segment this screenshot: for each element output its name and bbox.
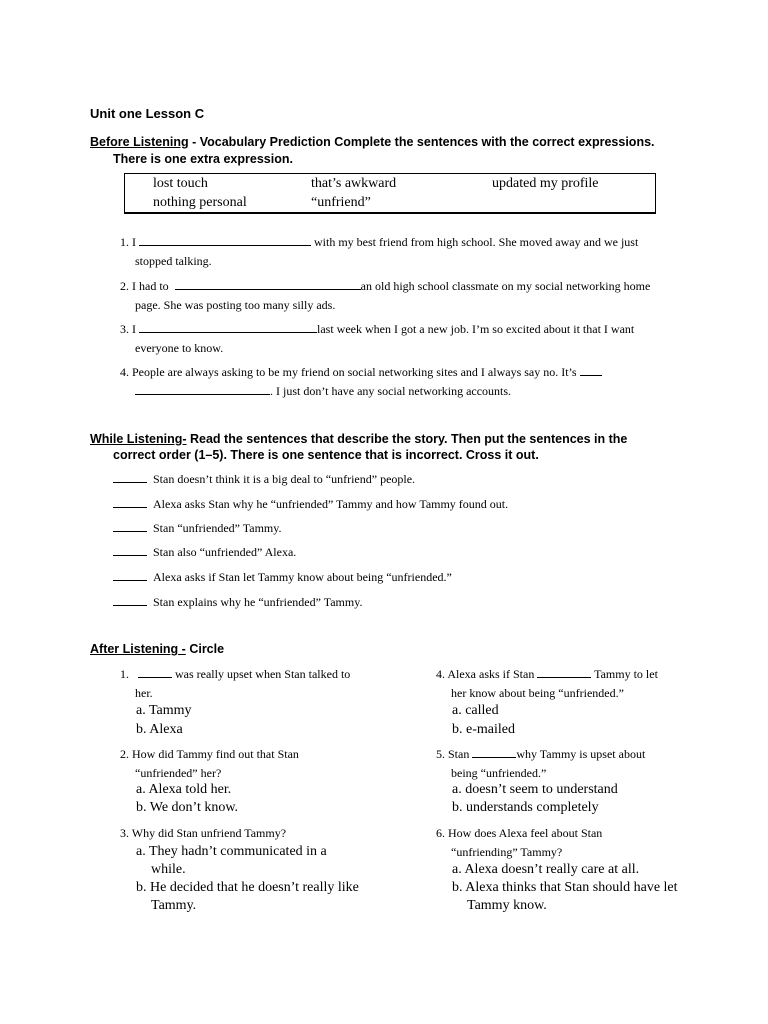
answer-blank-4a[interactable] (580, 363, 602, 376)
mc3-option-b-cont: Tammy. (151, 898, 197, 913)
before-listening-instructions (90, 134, 690, 151)
mc-question-5-cont: being “unfriended.” (451, 766, 547, 780)
mc1-option-a[interactable]: a. Tammy (136, 703, 192, 718)
order-blank[interactable] (113, 594, 147, 606)
mc-blank-1[interactable] (138, 665, 172, 678)
sentence-2: 2. I had to an old high school classmate on my social networking home (120, 279, 651, 293)
order-item-3: Stan “unfriended” Tammy. (113, 520, 281, 536)
order-item-2: Alexa asks Stan why he “unfriended” Tammy and how Tammy found out. (113, 496, 508, 512)
mc6-option-a[interactable]: a. Alexa doesn’t really care at all. (452, 862, 640, 877)
mc1-option-b[interactable]: b. Alexa (136, 722, 183, 737)
mc-question-6-cont: “unfriending” Tammy? (451, 845, 563, 859)
word-thats-awkward: that’s awkward (311, 176, 397, 191)
mc3-option-a[interactable]: a. They hadn’t communicated in a (136, 844, 327, 859)
word-unfriend: “unfriend” (311, 195, 371, 210)
mc-question-3: 3. Why did Stan unfriend Tammy? (120, 826, 287, 840)
mc-question-1-cont: her. (135, 686, 153, 700)
mc6-option-b[interactable]: b. Alexa thinks that Stan should have let (452, 880, 678, 895)
while-listening-heading: While Listening- (90, 432, 187, 446)
order-blank[interactable] (113, 544, 147, 556)
mc3-option-a-cont: while. (151, 862, 186, 877)
while-listening-instructions: While Listening- Read the sentences that describe the story. Then put the sentences in the (90, 432, 628, 446)
page-title: Unit one Lesson C (90, 106, 205, 121)
mc-blank-4[interactable] (537, 665, 591, 678)
mc-question-6: 6. How does Alexa feel about Stan (436, 826, 603, 840)
mc-blank-5[interactable] (472, 745, 516, 758)
order-item-1: Stan doesn’t think it is a big deal to “unfriend” people. (113, 471, 415, 487)
word-updated-profile: updated my profile (492, 176, 599, 191)
order-blank[interactable] (113, 569, 147, 581)
answer-blank-2[interactable] (175, 277, 361, 290)
sentence-1: 1. I with my best friend from high school. She moved away and we just (120, 235, 639, 249)
sentence-4: 4. People are always asking to be my friend on social networking sites and I always say no. It’s (120, 363, 700, 382)
mc4-option-b[interactable]: b. e-mailed (452, 722, 515, 737)
after-listening-heading: After Listening - (90, 642, 186, 656)
order-item-4: Stan also “unfriended” Alexa. (113, 544, 296, 560)
answer-blank-3[interactable] (139, 320, 317, 333)
mc-question-2: 2. How did Tammy find out that Stan (120, 747, 299, 761)
mc5-option-a[interactable]: a. doesn’t seem to understand (452, 782, 618, 797)
answer-blank-4b[interactable] (135, 382, 270, 395)
mc4-option-a[interactable]: a. called (452, 703, 499, 718)
mc-question-4-cont: her know about being “unfriended.” (451, 686, 624, 700)
while-instruction-2: correct order (1–5). There is one sentence that is incorrect. Cross it out. (113, 448, 539, 462)
mc-question-1: 1. was really upset when Stan talked to (120, 667, 351, 681)
word-lost-touch: lost touch (153, 176, 208, 191)
sentence-4-cont: . I just don’t have any social networking accounts. (135, 382, 511, 401)
mc3-option-b[interactable]: b. He decided that he doesn’t really like (136, 880, 359, 895)
mc6-option-b-cont: Tammy know. (467, 898, 547, 913)
mc-question-4: 4. Alexa asks if Stan Tammy to let (436, 667, 658, 681)
sentence-3: 3. I last week when I got a new job. I’m so excited about it that I want (120, 322, 635, 336)
before-instruction-2: There is one extra expression. (113, 152, 293, 166)
mc5-option-b[interactable]: b. understands completely (452, 800, 599, 815)
order-item-5: Alexa asks if Stan let Tammy know about being “unfriended.” (113, 569, 452, 585)
sentence-2-cont: page. She was posting too many silly ads. (135, 298, 336, 312)
mc-question-5: 5. Stan why Tammy is upset about (436, 747, 646, 761)
mc2-option-b[interactable]: b. We don’t know. (136, 800, 239, 815)
word-nothing-personal: nothing personal (153, 195, 247, 210)
order-blank[interactable] (113, 471, 147, 483)
after-listening-instructions: After Listening - Circle (90, 642, 225, 656)
sentence-3-cont: everyone to know. (135, 341, 224, 355)
mc2-option-a[interactable]: a. Alexa told her. (136, 782, 232, 797)
order-item-6: Stan explains why he “unfriended” Tammy. (113, 594, 362, 610)
order-blank[interactable] (113, 520, 147, 532)
answer-blank-1[interactable] (139, 233, 311, 246)
before-instruction-1: - Vocabulary Prediction Complete the sentences with the correct expressions. (188, 135, 655, 149)
sentence-1-cont: stopped talking. (135, 254, 212, 268)
mc-question-2-cont: “unfriended” her? (135, 766, 222, 780)
order-blank[interactable] (113, 496, 147, 508)
before-listening-heading: Before Listening (90, 135, 189, 149)
